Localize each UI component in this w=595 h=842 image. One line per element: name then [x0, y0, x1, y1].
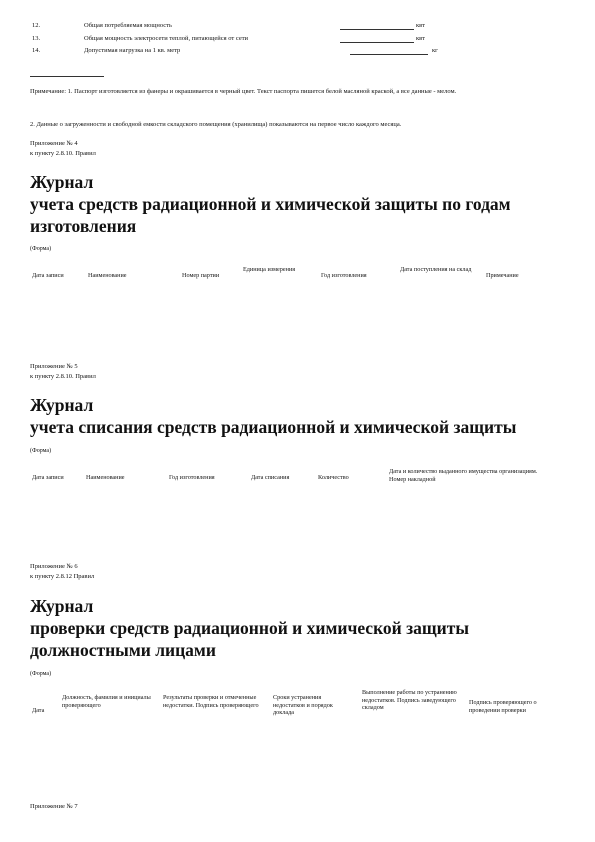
column-header: Дата списания	[251, 474, 290, 481]
column-header: Примечание	[486, 272, 519, 279]
fill-in-blank	[340, 29, 414, 30]
appendix-reference: к пункту 2.8.10. Правил	[30, 373, 96, 380]
column-header: Сроки устранения недостатков и порядок доклада	[273, 694, 333, 716]
list-item-number: 13.	[32, 35, 41, 42]
list-item-unit: квт	[416, 22, 425, 29]
column-header: Наименование	[86, 474, 125, 481]
list-item-number: 12.	[32, 22, 41, 29]
form-label: (Форма)	[30, 448, 52, 454]
column-header: Должность, фамилия и инициалы проверяющего	[62, 694, 151, 709]
list-item-number: 14.	[32, 47, 41, 54]
list-item	[32, 35, 452, 44]
column-header: Результаты проверки и отмеченные недостатки. Подпись проверяющего	[163, 694, 259, 709]
journal-subtitle: учета списания средств радиационной и химической защиты	[30, 417, 517, 437]
appendix-reference: к пункту 2.8.10. Правил	[30, 150, 96, 157]
column-header: Дата и количество выданного имущества организациям. Номер накладной	[389, 468, 538, 483]
form-label: (Форма)	[30, 671, 52, 677]
fill-in-blank	[350, 54, 428, 55]
appendix-label: Приложение № 6	[30, 563, 78, 570]
journal-subtitle: проверки средств радиационной и химической защиты должностными лицами	[30, 618, 470, 660]
column-header: Подпись проверяющего о проведении проверки	[469, 699, 537, 714]
footnote-divider	[30, 76, 104, 77]
column-header: Год изготовления	[321, 272, 367, 279]
list-item-unit: кг	[432, 47, 438, 54]
journal-title: Журнал	[30, 172, 94, 192]
column-header: Дата записи	[32, 474, 64, 481]
list-item-text: Общая мощность электросети теплой, питающейся от сети	[84, 35, 249, 42]
list-item	[32, 22, 452, 31]
column-header: Дата записи	[32, 272, 64, 279]
column-header: Выполнение работы по устранению недостатков. Подпись заведующего складом	[362, 689, 457, 711]
column-header: Год изготовления	[169, 474, 215, 481]
note-paragraph: Примечание: 1. Паспорт изготовляется из фанеры и окрашивается в черный цвет. Текст паспорта пишется белой масляной краской, а все данные - мелом.	[30, 88, 457, 95]
list-item-unit: квт	[416, 35, 425, 42]
appendix-reference: к пункту 2.8.12 Правил	[30, 573, 95, 580]
column-header: Номер партии	[182, 272, 220, 279]
list-item-text: Общая потребляемая мощность	[84, 22, 172, 29]
journal-subtitle: учета средств радиационной и химической защиты по годам изготовления	[30, 194, 511, 236]
column-header: Наименование	[88, 272, 127, 279]
list-item-text: Допустимая нагрузка на 1 кв. метр	[84, 47, 181, 54]
appendix-label: Приложение № 5	[30, 363, 78, 370]
column-header: Единица измерения	[243, 266, 296, 273]
appendix-label: Приложение № 7	[30, 803, 78, 810]
journal-title: Журнал	[30, 596, 94, 616]
form-label: (Форма)	[30, 246, 52, 252]
note-paragraph: 2. Данные о загруженности и свободной емкости складского помещения (хранилища) показываются на первое число каждого месяца.	[30, 121, 402, 128]
journal-title: Журнал	[30, 395, 94, 415]
appendix-label: Приложение № 4	[30, 140, 78, 147]
column-header: Количество	[318, 474, 349, 481]
fill-in-blank	[340, 42, 414, 43]
column-header: Дата поступления на склад	[400, 266, 472, 273]
list-item	[32, 47, 452, 56]
column-header: Дата	[32, 707, 45, 714]
